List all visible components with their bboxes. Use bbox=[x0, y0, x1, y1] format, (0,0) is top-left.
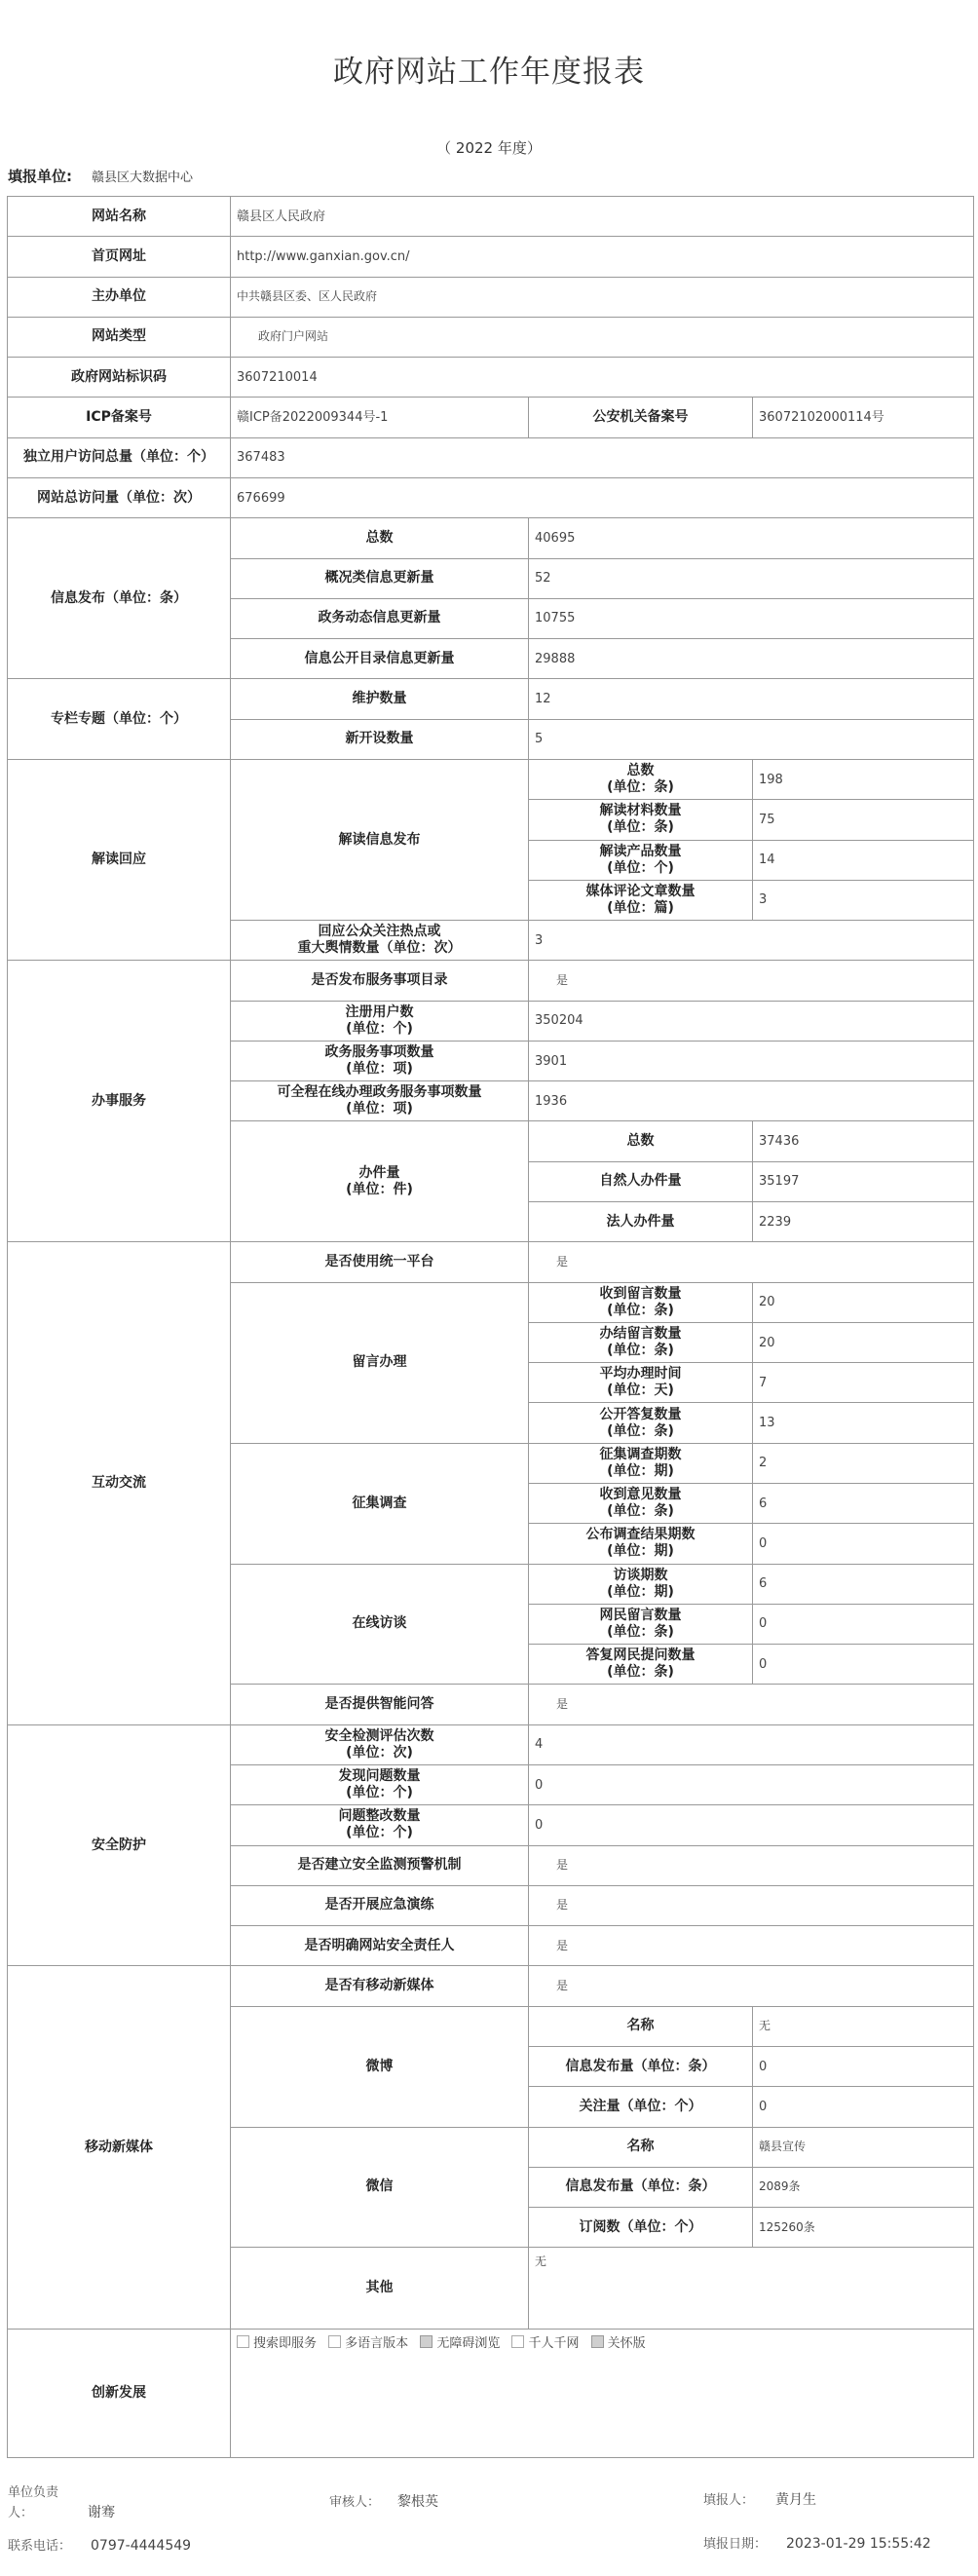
site-code-value: 3607210014 bbox=[231, 358, 974, 398]
mobile-has-label: 是否有移动新媒体 bbox=[231, 1966, 529, 2006]
security-monitor-value: 是 bbox=[529, 1845, 974, 1885]
security-fixed-value: 0 bbox=[529, 1805, 974, 1845]
interact-survey-opinion-label: 收到意见数量 (单位：条) bbox=[529, 1484, 753, 1524]
table-row bbox=[8, 679, 974, 719]
table-row bbox=[8, 1966, 974, 2006]
security-drill-label: 是否开展应急演练 bbox=[231, 1885, 529, 1925]
mobile-section-label: 移动新媒体 bbox=[8, 1966, 231, 2330]
table-row bbox=[8, 358, 974, 398]
leader-label: 单位负责 人： bbox=[8, 2485, 59, 2520]
site-url-value: http://www.ganxian.gov.cn/ bbox=[231, 237, 974, 277]
security-drill-value: 是 bbox=[529, 1885, 974, 1925]
interact-talk-reply-label: 答复网民提问数量 (单位：条) bbox=[529, 1645, 753, 1685]
service-cases-total-label: 总数 bbox=[529, 1121, 753, 1161]
innovation-section-label: 创新发展 bbox=[8, 2329, 231, 2457]
service-cases-person-value: 35197 bbox=[753, 1161, 974, 1201]
interact-survey-label: 征集调查 bbox=[231, 1443, 529, 1564]
interact-msg-done-label: 办结留言数量 (单位：条) bbox=[529, 1322, 753, 1362]
table-row bbox=[8, 1242, 974, 1282]
report-year: （ 2022 年度） bbox=[436, 139, 542, 157]
service-section-label: 办事服务 bbox=[8, 961, 231, 1242]
table-row bbox=[8, 518, 974, 558]
column-maintain-value: 12 bbox=[529, 679, 974, 719]
wechat-label: 微信 bbox=[231, 2127, 529, 2248]
security-found-label: 发现问题数量 (单位：个) bbox=[231, 1764, 529, 1804]
table-row bbox=[8, 197, 974, 237]
weibo-name-label: 名称 bbox=[529, 2006, 753, 2046]
security-section-label: 安全防护 bbox=[8, 1724, 231, 1966]
wechat-subs-label: 订阅数（单位：个） bbox=[529, 2208, 753, 2248]
table-row bbox=[8, 1724, 974, 1764]
reviewer: 审核人： 黎根英 bbox=[329, 2494, 439, 2510]
interpret-media-label: 媒体评论文章数量 (单位：篇) bbox=[529, 880, 753, 920]
interpret-publish-label: 解读信息发布 bbox=[231, 759, 529, 920]
interpret-total-label: 总数 (单位：条) bbox=[529, 759, 753, 799]
table-row bbox=[8, 237, 974, 277]
filler: 填报人： 黄月生 bbox=[703, 2492, 817, 2508]
interact-talk-reply-value: 0 bbox=[753, 1645, 974, 1685]
interpret-product-value: 14 bbox=[753, 840, 974, 880]
weibo-follow-label: 关注量（单位：个） bbox=[529, 2087, 753, 2127]
info-section-label: 信息发布（单位：条） bbox=[8, 518, 231, 679]
site-name-value: 赣县区人民政府 bbox=[231, 197, 974, 237]
interpret-respond-value: 3 bbox=[529, 921, 974, 961]
site-code-label: 政府网站标识码 bbox=[8, 358, 231, 398]
info-news-label: 政务动态信息更新量 bbox=[231, 598, 529, 638]
interpret-material-label: 解读材料数量 (单位：条) bbox=[529, 800, 753, 840]
table-row bbox=[8, 759, 974, 799]
weibo-name-value: 无 bbox=[753, 2006, 974, 2046]
info-total-value: 40695 bbox=[529, 518, 974, 558]
checkbox-icon[interactable] bbox=[328, 2335, 341, 2348]
table-row bbox=[8, 961, 974, 1001]
column-new-value: 5 bbox=[529, 719, 974, 759]
security-eval-value: 4 bbox=[529, 1724, 974, 1764]
interpret-total-value: 198 bbox=[753, 759, 974, 799]
interact-ai-value: 是 bbox=[529, 1685, 974, 1724]
column-new-label: 新开设数量 bbox=[231, 719, 529, 759]
checkbox-checked-icon[interactable] bbox=[591, 2335, 604, 2348]
wechat-name-label: 名称 bbox=[529, 2127, 753, 2167]
service-cases-label: 办件量 (单位：件) bbox=[231, 1121, 529, 1242]
host-value: 中共赣县区委、区人民政府 bbox=[231, 277, 974, 317]
interact-survey-count-label: 征集调查期数 (单位：期) bbox=[529, 1443, 753, 1483]
interpret-section-label: 解读回应 bbox=[8, 759, 231, 960]
interact-msg-public-value: 13 bbox=[753, 1403, 974, 1443]
site-type-value: 政府门户网站 bbox=[231, 317, 974, 357]
interact-talk-msg-value: 0 bbox=[753, 1604, 974, 1644]
checkbox-icon[interactable] bbox=[511, 2335, 524, 2348]
info-open-label: 信息公开目录信息更新量 bbox=[231, 639, 529, 679]
interact-msg-time-value: 7 bbox=[753, 1363, 974, 1403]
weibo-posts-label: 信息发布量（单位：条） bbox=[529, 2046, 753, 2086]
security-monitor-label: 是否建立安全监测预警机制 bbox=[231, 1845, 529, 1885]
interact-talk-msg-label: 网民留言数量 (单位：条) bbox=[529, 1604, 753, 1644]
service-cases-corp-label: 法人办件量 bbox=[529, 1202, 753, 1242]
police-value: 36072102000114号 bbox=[753, 398, 974, 437]
leader-value: 谢骞 bbox=[88, 2505, 115, 2520]
interact-msg-time-label: 平均办理时间 (单位：天) bbox=[529, 1363, 753, 1403]
interact-msg-recv-value: 20 bbox=[753, 1282, 974, 1322]
security-owner-label: 是否明确网站安全责任人 bbox=[231, 1926, 529, 1966]
service-catalog-label: 是否发布服务事项目录 bbox=[231, 961, 529, 1001]
phone: 联系电话： 0797-4444549 bbox=[8, 2538, 192, 2554]
table-row bbox=[8, 477, 974, 517]
service-users-label: 注册用户数 (单位：个) bbox=[231, 1001, 529, 1041]
table-row bbox=[8, 437, 974, 477]
page-title: 政府网站工作年度报表 bbox=[333, 55, 645, 90]
interact-msg-done-value: 20 bbox=[753, 1322, 974, 1362]
security-eval-label: 安全检测评估次数 (单位：次) bbox=[231, 1724, 529, 1764]
interpret-product-label: 解读产品数量 (单位：个) bbox=[529, 840, 753, 880]
interpret-respond-label: 回应公众关注热点或 重大舆情数量（单位：次） bbox=[231, 921, 529, 961]
innovation-option-personal[interactable]: 千人千网 bbox=[511, 2335, 579, 2352]
interact-talk-label: 在线访谈 bbox=[231, 1564, 529, 1685]
checkbox-checked-icon[interactable] bbox=[420, 2335, 433, 2348]
innovation-option-accessible[interactable]: 无障碍浏览 bbox=[420, 2335, 500, 2352]
service-online-label: 可全程在线办理政务服务事项数量 (单位：项) bbox=[231, 1081, 529, 1121]
info-news-value: 10755 bbox=[529, 598, 974, 638]
weibo-label: 微博 bbox=[231, 2006, 529, 2127]
service-cases-corp-value: 2239 bbox=[753, 1202, 974, 1242]
wechat-subs-value: 125260条 bbox=[753, 2208, 974, 2248]
interact-survey-opinion-value: 6 bbox=[753, 1484, 974, 1524]
site-url-label: 首页网址 bbox=[8, 237, 231, 277]
site-type-label: 网站类型 bbox=[8, 317, 231, 357]
service-cases-total-value: 37436 bbox=[753, 1121, 974, 1161]
innovation-option-search[interactable]: 搜索即服务 bbox=[237, 2335, 317, 2352]
interact-msg-public-label: 公开答复数量 (单位：条) bbox=[529, 1403, 753, 1443]
uv-label: 独立用户访问总量（单位：个） bbox=[8, 437, 231, 477]
table-row bbox=[8, 398, 974, 437]
interact-talk-count-value: 6 bbox=[753, 1564, 974, 1604]
table-row bbox=[8, 2329, 974, 2457]
info-overview-value: 52 bbox=[529, 558, 974, 598]
interact-section-label: 互动交流 bbox=[8, 1242, 231, 1724]
interact-talk-count-label: 访谈期数 (单位：期) bbox=[529, 1564, 753, 1604]
service-users-value: 350204 bbox=[529, 1001, 974, 1041]
innovation-option-multilang[interactable]: 多语言版本 bbox=[328, 2335, 408, 2352]
service-catalog-value: 是 bbox=[529, 961, 974, 1001]
checkbox-icon[interactable] bbox=[237, 2335, 249, 2348]
interpret-media-value: 3 bbox=[753, 880, 974, 920]
interpret-material-value: 75 bbox=[753, 800, 974, 840]
host-label: 主办单位 bbox=[8, 277, 231, 317]
reporting-unit-value: 赣县区大数据中心 bbox=[92, 170, 194, 185]
service-cases-person-label: 自然人办件量 bbox=[529, 1161, 753, 1201]
security-fixed-label: 问题整改数量 (单位：个) bbox=[231, 1805, 529, 1845]
report-table bbox=[7, 196, 974, 2458]
interact-msg-label: 留言办理 bbox=[231, 1282, 529, 1443]
interact-ai-label: 是否提供智能问答 bbox=[231, 1685, 529, 1724]
police-label: 公安机关备案号 bbox=[529, 398, 753, 437]
innovation-options bbox=[231, 2329, 974, 2457]
service-items-value: 3901 bbox=[529, 1041, 974, 1080]
mobile-other-value: 无 bbox=[529, 2248, 974, 2330]
table-row bbox=[8, 317, 974, 357]
interact-msg-recv-label: 收到留言数量 (单位：条) bbox=[529, 1282, 753, 1322]
service-online-value: 1936 bbox=[529, 1081, 974, 1121]
weibo-posts-value: 0 bbox=[753, 2046, 974, 2086]
column-section-label: 专栏专题（单位：个） bbox=[8, 679, 231, 760]
pv-value: 676699 bbox=[231, 477, 974, 517]
table-row bbox=[8, 277, 974, 317]
wechat-posts-value: 2089条 bbox=[753, 2167, 974, 2207]
info-open-value: 29888 bbox=[529, 639, 974, 679]
interact-survey-result-value: 0 bbox=[753, 1524, 974, 1564]
icp-label: ICP备案号 bbox=[8, 398, 231, 437]
wechat-name-value: 赣县宣传 bbox=[753, 2127, 974, 2167]
interact-survey-result-label: 公布调查结果期数 (单位：期) bbox=[529, 1524, 753, 1564]
column-maintain-label: 维护数量 bbox=[231, 679, 529, 719]
interact-survey-count-value: 2 bbox=[753, 1443, 974, 1483]
wechat-posts-label: 信息发布量（单位：条） bbox=[529, 2167, 753, 2207]
icp-value: 赣ICP备2022009344号-1 bbox=[231, 398, 529, 437]
service-items-label: 政务服务事项数量 (单位：项) bbox=[231, 1041, 529, 1080]
security-found-value: 0 bbox=[529, 1764, 974, 1804]
info-total-label: 总数 bbox=[231, 518, 529, 558]
mobile-other-label: 其他 bbox=[231, 2248, 529, 2330]
fill-date: 填报日期： 2023-01-29 15:55:42 bbox=[703, 2536, 931, 2552]
interact-platform-value: 是 bbox=[529, 1242, 974, 1282]
uv-value: 367483 bbox=[231, 437, 974, 477]
pv-label: 网站总访问量（单位：次） bbox=[8, 477, 231, 517]
weibo-follow-value: 0 bbox=[753, 2087, 974, 2127]
mobile-has-value: 是 bbox=[529, 1966, 974, 2006]
site-name-label: 网站名称 bbox=[8, 197, 231, 237]
security-owner-value: 是 bbox=[529, 1926, 974, 1966]
interact-platform-label: 是否使用统一平台 bbox=[231, 1242, 529, 1282]
reporting-unit bbox=[8, 166, 193, 186]
info-overview-label: 概况类信息更新量 bbox=[231, 558, 529, 598]
innovation-option-care[interactable]: 关怀版 bbox=[591, 2335, 646, 2352]
reporting-unit-label: 填报单位: bbox=[8, 168, 72, 185]
